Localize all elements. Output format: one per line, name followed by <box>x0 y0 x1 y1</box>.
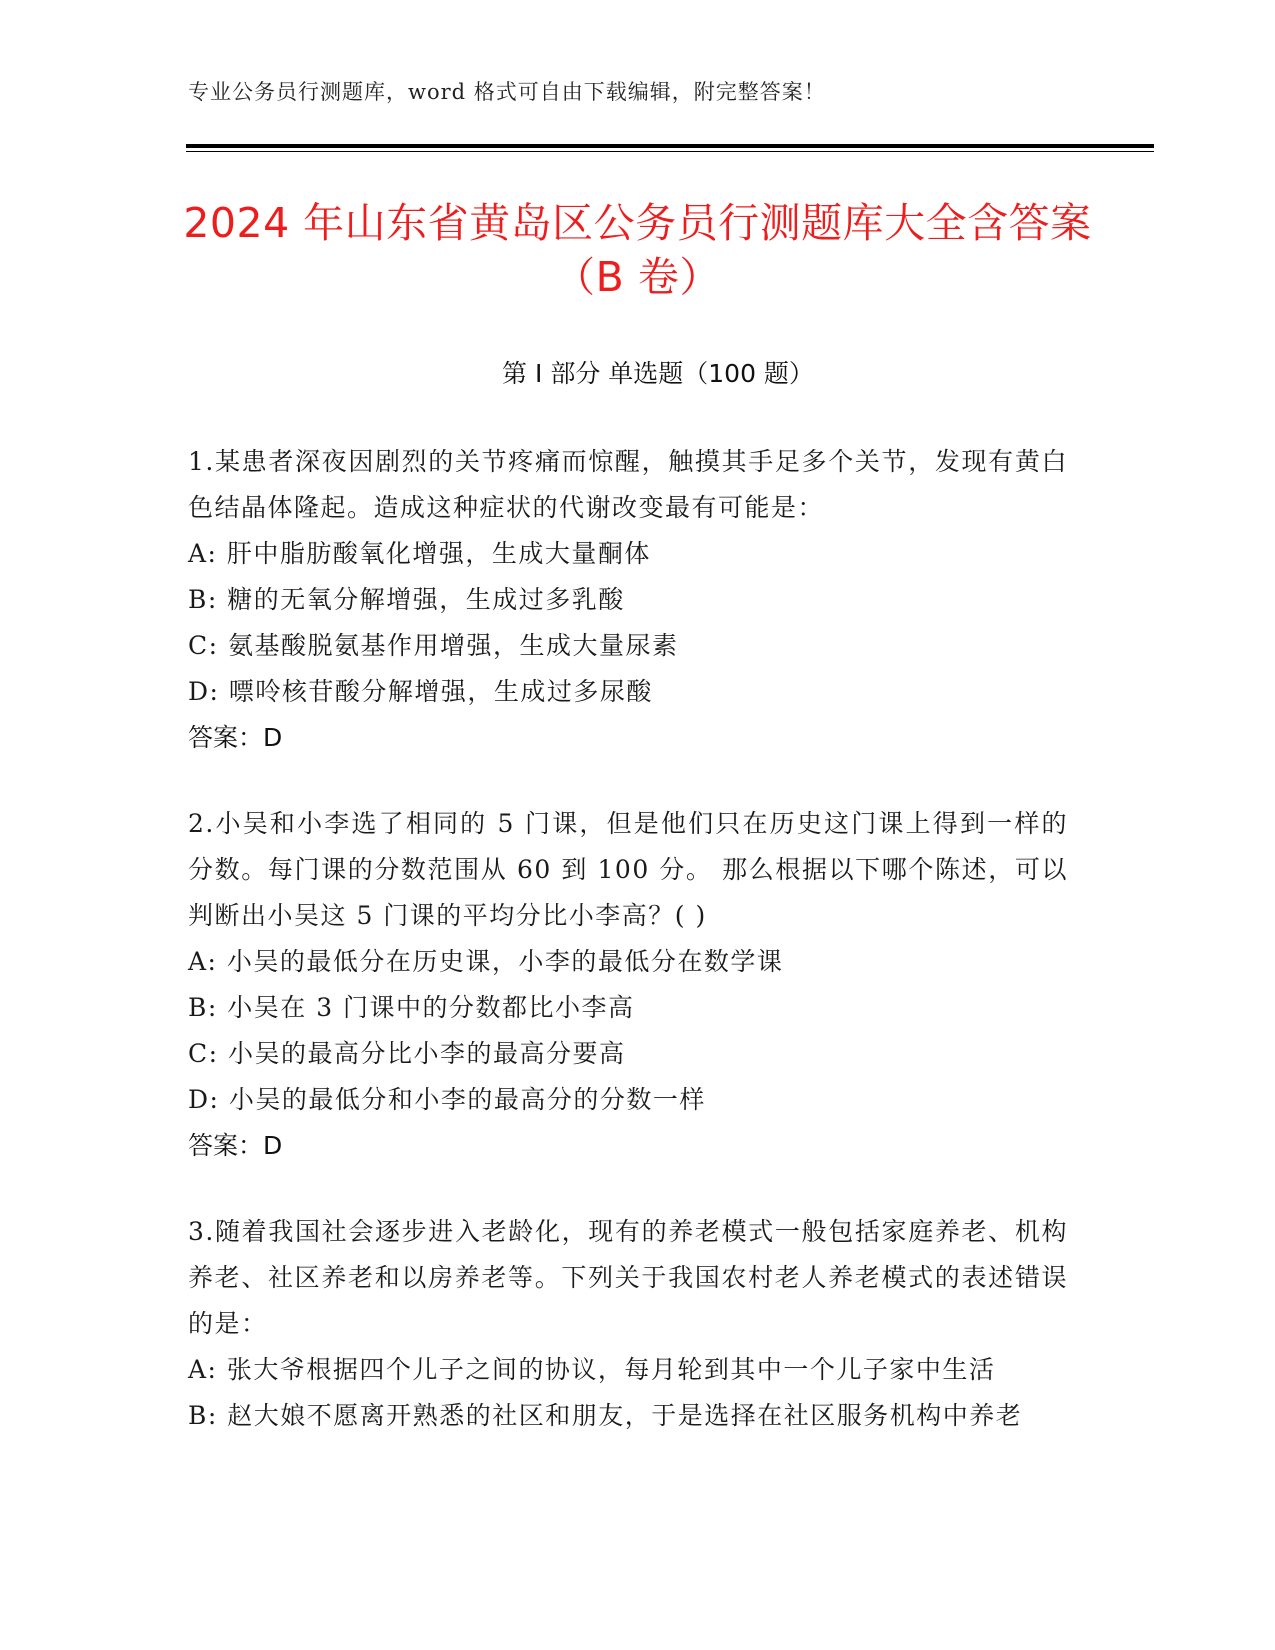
header-rule-thick <box>186 144 1154 148</box>
section-heading: 第 I 部分 单选题（100 题） <box>502 359 814 388</box>
option-d: D: 嘌呤核苷酸分解增强，生成过多尿酸 <box>188 677 653 706</box>
question-stem: 1.某患者深夜因剧烈的关节疼痛而惊醒，触摸其手足多个关节，发现有黄白色结晶体隆起。造成这种症状的代谢改变最有可能是： <box>188 447 1068 522</box>
question-stem: 2.小吴和小李选了相同的 5 门课，但是他们只在历史这门课上得到一样的分数。每门课的分数范围从 60 到 100 分。 那么根据以下哪个陈述，可以判断出小吴这 5 门课的平均分比小李高？( ) <box>188 809 1068 930</box>
question-list <box>188 439 1068 1479</box>
option-a: A: 肝中脂肪酸氧化增强，生成大量酮体 <box>188 539 651 568</box>
option-b: B: 赵大娘不愿离开熟悉的社区和朋友，于是选择在社区服务机构中养老 <box>188 1401 1023 1430</box>
question-1 <box>188 439 1068 761</box>
question-3 <box>188 1209 1068 1439</box>
option-d: D: 小吴的最低分和小李的最高分的分数一样 <box>188 1085 706 1114</box>
option-b: B: 小吴在 3 门课中的分数都比小李高 <box>188 993 635 1022</box>
question-2 <box>188 801 1068 1169</box>
answer: 答案：D <box>188 723 283 752</box>
question-stem: 3.随着我国社会逐步进入老龄化，现有的养老模式一般包括家庭养老、机构养老、社区养老和以房养老等。下列关于我国农村老人养老模式的表述错误的是： <box>188 1217 1068 1338</box>
document-title: 2024 年山东省黄岛区公务员行测题库大全含答案（B 卷） <box>183 199 1092 301</box>
option-a: A: 小吴的最低分在历史课，小李的最低分在数学课 <box>188 947 784 976</box>
option-c: C: 氨基酸脱氨基作用增强，生成大量尿素 <box>188 631 679 660</box>
answer: 答案：D <box>188 1131 283 1160</box>
header-note: 专业公务员行测题库，word 格式可自由下载编辑，附完整答案！ <box>188 80 826 104</box>
header-rule-thin <box>186 151 1154 152</box>
option-c: C: 小吴的最高分比小李的最高分要高 <box>188 1039 626 1068</box>
option-b: B: 糖的无氧分解增强，生成过多乳酸 <box>188 585 625 614</box>
option-a: A: 张大爷根据四个儿子之间的协议，每月轮到其中一个儿子家中生活 <box>188 1355 996 1384</box>
